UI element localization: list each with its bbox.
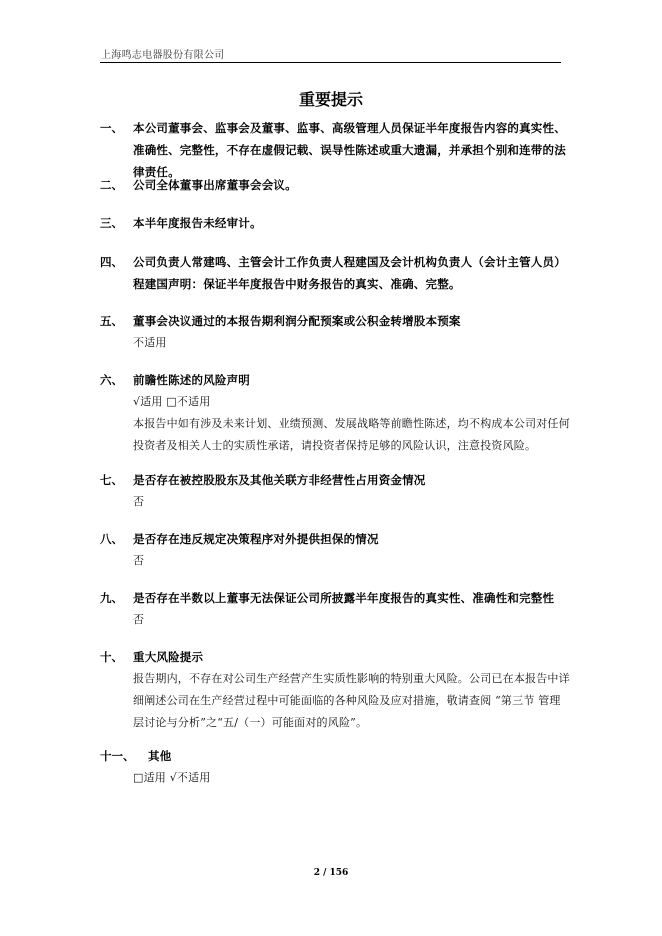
item-number: 一、 [100,121,123,135]
notice-item-6 [100,369,570,457]
notice-item-9 [100,587,570,631]
item-heading: 公司全体董事出席董事会会议。 [133,178,297,192]
notice-item-11 [100,745,570,789]
notice-item-2 [100,174,570,196]
notice-item-4 [100,251,570,295]
item-number: 四、 [100,255,123,269]
notice-item-7 [100,469,570,513]
item-heading: 前瞻性陈述的风险声明 [133,373,250,387]
item-heading: 重大风险提示 [133,650,204,664]
item-number: 八、 [100,532,123,546]
notice-item-8 [100,528,570,572]
item-number: 五、 [100,314,123,328]
item-number: 七、 [100,473,123,487]
item-heading: 董事会决议通过的本报告期利润分配预案或公积金转增股本预案 [133,314,461,328]
item-heading: 是否存在被控股股东及其他关联方非经营性占用资金情况 [133,473,426,487]
item-number: 六、 [100,373,123,387]
item-body: 不适用 [133,336,167,349]
item-number: 十一、 [100,749,135,763]
item-body: 否 [133,554,145,567]
notice-item-10 [100,646,570,734]
item-body: 否 [133,613,145,626]
item-number: 二、 [100,178,123,192]
notice-item-5 [100,310,570,354]
item-body: 报告期内，不存在对公司生产经营产生实质性影响的特别重大风险。公司已在本报告中详细阐述公司在生产经营过程中可能面临的各种风险及应对措施，敬请查阅 “第三节 管理层讨论与分析”之“五/（一）可能面对的风险”。 [133,672,570,729]
item-heading: 公司负责人常建鸣、主管会计工作负责人程建国及会计机构负责人（会计主管人员）程建国声明：保证半年度报告中财务报告的真实、准确、完整。 [133,255,566,291]
item-body: 否 [133,495,145,508]
item-body: 本报告中如有涉及未来计划、业绩预测、发展战略等前瞻性陈述，均不构成本公司对任何投资者及相关人士的实质性承诺，请投资者保持足够的风险认识，注意投资风险。 [133,417,570,452]
item-heading: 是否存在违反规定决策程序对外提供担保的情况 [133,532,379,546]
notice-item-3 [100,212,570,234]
item-heading: 本半年度报告未经审计。 [133,216,262,230]
item-heading: 是否存在半数以上董事无法保证公司所披露半年度报告的真实性、准确性和完整性 [133,591,555,605]
item-number: 九、 [100,591,123,605]
item-number: 三、 [100,216,123,230]
item-heading: 其他 [148,749,172,763]
applicability-status: □适用 √不适用 [133,771,211,784]
item-number: 十、 [100,650,123,664]
item-heading: 本公司董事会、监事会及董事、监事、高级管理人员保证半年度报告内容的真实性、准确性、完整性，不存在虚假记载、误导性陈述或重大遗漏，并承担个别和连带的法律责任。 [133,121,566,179]
running-header: 上海鸣志电器股份有限公司 [101,50,225,61]
page-title: 重要提示 [298,90,363,109]
page-number: 2 / 156 [313,868,349,878]
applicability-status: √适用 □不适用 [133,395,211,408]
header-divider [100,62,561,63]
